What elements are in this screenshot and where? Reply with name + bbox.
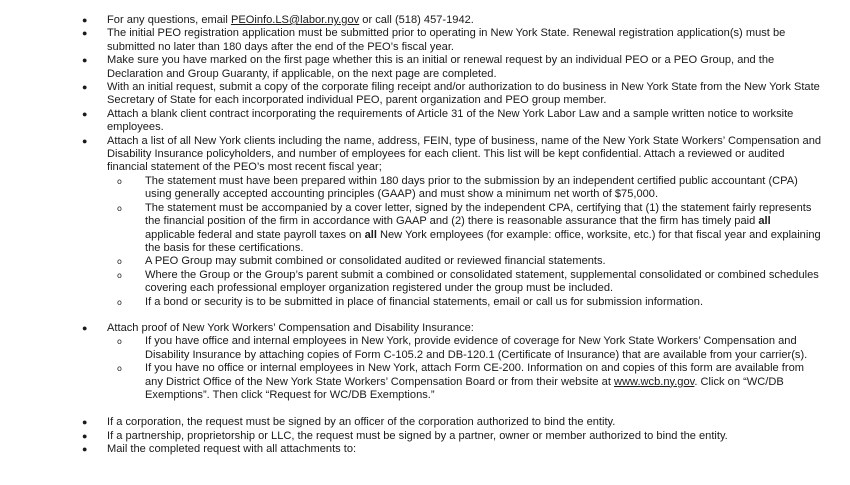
list-item xyxy=(0,430,850,443)
item-text: Attach a blank client contract incorporating the requirements of Article 31 of the New York Labor Law and a sample written notice to worksite employees. xyxy=(107,107,794,134)
list-item xyxy=(0,14,850,27)
bullet-icon: ● xyxy=(82,444,88,455)
sub-item-text: The statement must be accompanied by a cover letter, signed by the independent CPA, certifying that (1) the statement fairly represents the financial position of the firm in accordance with GAAP and (2) there is reasonable assurance that the firm has timely paid xyxy=(145,201,812,228)
item-text: Mail the completed request with all attachments to: xyxy=(107,443,357,456)
sub-list-item xyxy=(0,202,850,256)
sub-bullet-icon: o xyxy=(117,270,122,280)
sub-list-item xyxy=(0,269,850,296)
list-item xyxy=(0,81,850,108)
sub-item-text: If you have no office or internal employees in New York, attach Form CE-200. Information on and copies of this form are available from any District Office of the New York State Workers’ Compensation Board or from their website at xyxy=(145,362,804,388)
bullet-icon: ● xyxy=(82,55,88,66)
item-text: Attach proof of New York Workers’ Compensation and Disability Insurance: xyxy=(107,321,474,334)
signing-list xyxy=(0,416,850,456)
bullet-icon: ● xyxy=(82,135,88,146)
item-text: Attach a list of all New York clients including the name, address, FEIN, type of business, name of the New York State Workers’ Compensation and Disability Insurance policyholders, and number of employees for each client. This list will be kept confidential. Attach a reviewed or audited financial statement of the PEO’s most recent fiscal year; xyxy=(107,134,822,174)
emphasis-text: all xyxy=(364,228,377,241)
sub-item-text: If a bond or security is to be submitted in place of financial statements, email or call us for submission information. xyxy=(145,295,704,308)
sub-list-item xyxy=(0,362,850,402)
sub-list-item xyxy=(0,255,850,268)
item-text: or call (518) 457-1942. xyxy=(359,14,474,26)
sub-bullet-icon: o xyxy=(117,257,122,267)
sub-item-text: . Click on “WC/DB Exemptions”. Then click “Request for WC/DB Exemptions.” xyxy=(145,375,784,401)
sub-item-text: New York employees (for example: office, worksite, etc.) for that fiscal year and explaining the basis for these certifications. xyxy=(145,228,821,254)
sub-list-item xyxy=(0,175,850,202)
sub-item-text: A PEO Group may submit combined or consolidated audited or reviewed financial statements. xyxy=(145,255,606,268)
sub-item-text: The statement must have been prepared within 180 days prior to the submission by an independent certified public accountant (CPA) using generally accepted accounting principles (GAAP) and must show a minimum net worth of $75,000. xyxy=(145,174,798,201)
sub-item-text: Where the Group or the Group’s parent submit a combined or consolidated statement, supplemental consolidated or combined schedules covering each professional employer organization registered under the group must be included. xyxy=(145,268,819,295)
item-text: With an initial request, submit a copy of the corporate filing receipt and/or authorization to do business in New York State from the New York State Secretary of State for each incorporated individual PEO, parent organization and PEO group member. xyxy=(107,81,820,107)
bullet-icon: ● xyxy=(82,108,88,119)
instructions-page xyxy=(0,14,850,457)
list-item xyxy=(0,108,850,135)
bullet-icon: ● xyxy=(82,430,88,441)
bullet-icon: ● xyxy=(82,417,88,428)
item-text: If a partnership, proprietorship or LLC, the request must be signed by a partner, owner or member authorized to bind the entity. xyxy=(107,429,728,442)
insurance-list xyxy=(0,322,850,402)
list-item xyxy=(0,54,850,81)
list-item xyxy=(0,443,850,456)
bullet-icon: ● xyxy=(82,28,88,39)
website-link[interactable]: www.wcb.ny.gov xyxy=(614,375,695,388)
list-item xyxy=(0,322,850,335)
sub-list-item xyxy=(0,296,850,309)
sub-bullet-icon: o xyxy=(117,364,122,374)
email-link[interactable]: PEOinfo.LS@labor.ny.gov xyxy=(230,14,360,26)
sub-item-text: applicable federal and state payroll taxes on xyxy=(145,228,365,241)
sub-bullet-icon: o xyxy=(117,176,122,186)
emphasis-text: all xyxy=(758,215,771,228)
item-text: Make sure you have marked on the first page whether this is an initial or renewal request by an individual PEO or a PEO Group, and the Declaration and Group Guaranty, if applicable, on the next page are completed. xyxy=(107,54,775,80)
item-text: For any questions, email xyxy=(107,14,231,26)
item-text: The initial PEO registration application must be submitted prior to operating in New York State. Renewal registration application(s) must be submitted no later than 180 days after the end of the PEO’s fiscal year. xyxy=(107,27,786,53)
list-item xyxy=(0,416,850,429)
list-item xyxy=(0,135,850,175)
sub-bullet-icon: o xyxy=(117,297,122,307)
sub-list-item xyxy=(0,335,850,362)
instructions-list xyxy=(0,14,850,309)
list-item xyxy=(0,27,850,54)
bullet-icon: ● xyxy=(82,15,88,25)
bullet-icon: ● xyxy=(82,82,88,93)
sub-bullet-icon: o xyxy=(117,203,122,213)
bullet-icon: ● xyxy=(82,322,88,333)
item-text: If a corporation, the request must be signed by an officer of the corporation authorized to bind the entity. xyxy=(107,416,616,429)
sub-item-text: If you have office and internal employees in New York, provide evidence of coverage for New York State Workers’ Compensation and Disability Insurance by attaching copies of Form C-105.2 and DB-120.1 (Certificate of Insurance) that are available from your carrier(s). xyxy=(145,335,808,361)
sub-bullet-icon: o xyxy=(117,337,122,347)
